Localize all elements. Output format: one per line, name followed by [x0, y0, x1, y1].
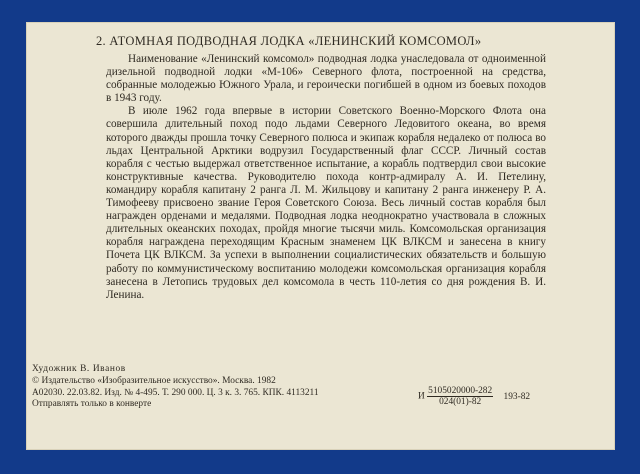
catalog-denominator: 024(01)-82 — [439, 397, 482, 407]
publisher-line: © Издательство «Изобразительное искусство». Москва. 1982 — [32, 375, 276, 386]
catalog-numerator: 5105020000-282 — [428, 386, 493, 396]
paragraph-2: В июле 1962 года впервые в истории Советского Военно-Морского Флота она совершила длительный поход подо льдами Северного Ледовитого океана, во время которого дважды прошла точку Северного полюса и экипаж корабля недалеко от полюса во льдах Центральной Арктики водрузил Государственный флаг СССР. Личный состав корабля с честью выдержал ответственное испытание, а корабль подтвердил свои высокие конструктивные качества. Руководителю похода контр-адмиралу А. И. Петелину, командиру корабля капитану 2 ранга Л. М. Жильцову и капитану 2 ранга инженеру Р. А. Тимофееву присвоено звание Героя Советского Союза. Весь личный состав корабля был награжден орденами и медалями. Подводная лодка неоднократно участвовала в сложных длительных океанских походах, пройдя многие тысячи миль. Комсомольская организация корабля награждена переходящим Красным знаменем ЦК ВЛКСМ и занесена в книгу Почета ЦК ВЛКСМ. За успехи в выполнении социалистических обязательств и большую работу по коммунистическому воспитанию молодежи комсомольская организация корабля занесена в Летопись трудовых дел комсомола в честь 110-летия со дня рождения В. И. Ленина. — [106, 105, 546, 301]
mailing-note: Отправлять только в конверте — [32, 399, 152, 410]
article-body — [106, 53, 546, 302]
print-info-line: А02030. 22.03.82. Изд. № 4-495. Т. 290 000. Ц. 3 к. 3. 765. КПК. 4113211 — [32, 387, 319, 398]
paragraph-1: Наименование «Ленинский комсомол» подводная лодка унаследовала от одноименной дизельной подводной лодки «М-106» Северного флота, построенной на средства, собранные молодежью Южного Урала, и героически погибшей в одном из боевых походов в 1943 году. — [106, 53, 546, 105]
price-code: 193-82 — [503, 391, 531, 402]
catalog-fraction — [427, 386, 493, 407]
catalog-letter: И — [418, 391, 425, 402]
catalog-codes — [418, 386, 530, 407]
page-title: 2. АТОМНАЯ ПОДВОДНАЯ ЛОДКА «ЛЕНИНСКИЙ КОМСОМОЛ» — [96, 34, 482, 48]
artist-credit: Художник В. Иванов — [32, 364, 126, 374]
